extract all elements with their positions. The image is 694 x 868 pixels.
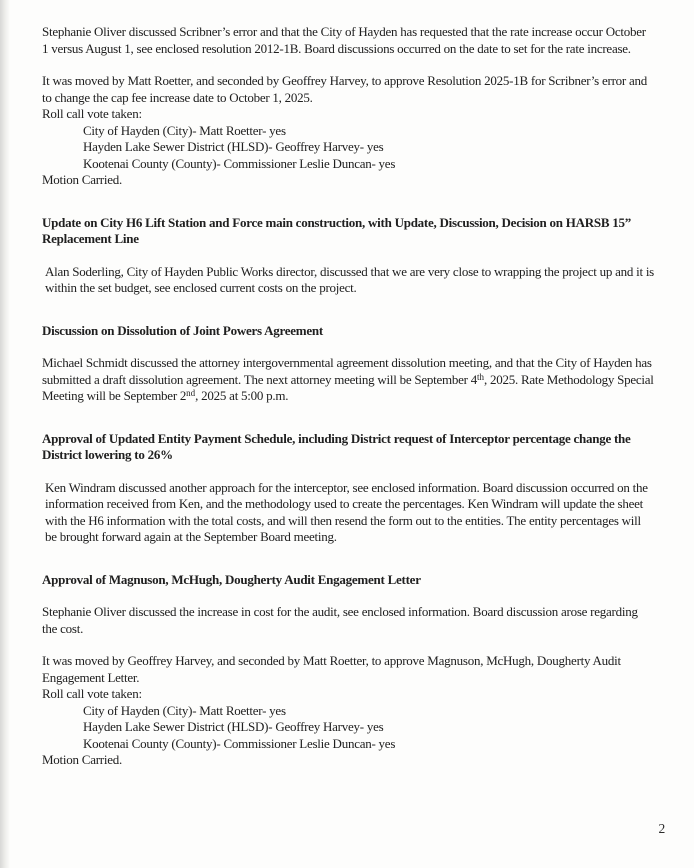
motion-intro: It was moved by Matt Roetter, and seconded by Geoffrey Harvey, to approve Resolution 2025-1B for Scribner’s error and to change the cap fee increase date to October 1, 2025. xyxy=(42,73,648,105)
paragraph-dissolution-run: , 2025 at 5:00 p.m. xyxy=(195,388,289,403)
scan-edge-shadow xyxy=(0,0,10,868)
vote-line-county: Kootenai County (County)- Commissioner Leslie Duncan- yes xyxy=(83,155,396,171)
intro-paragraph: Stephanie Oliver discussed Scribner’s error and that the City of Hayden has requested that the rate increase occur October 1 versus August 1, see enclosed resolution 2012-1B. Board discussions occurred on the date to set for the rate increase. xyxy=(42,24,646,56)
paragraph-dissolution xyxy=(42,355,654,405)
vote-line-city: City of Hayden (City)- Matt Roetter- yes xyxy=(83,122,286,138)
roll-call-label: Roll call vote taken: xyxy=(42,106,142,121)
paragraph-lift-station: Alan Soderling, City of Hayden Public Works director, discussed that we are very close to wrapping the project up and it is within the set budget, see enclosed current costs on the project. xyxy=(45,263,654,295)
motion-audit-block xyxy=(42,653,654,769)
section-heading-audit-letter: Approval of Magnuson, McHugh, Dougherty Audit Engagement Letter xyxy=(42,571,421,587)
vote-line-hlsd: Hayden Lake Sewer District (HLSD)- Geoffrey Harvey- yes xyxy=(83,719,384,734)
motion-intro: It was moved by Geoffrey Harvey, and seconded by Matt Roetter, to approve Magnuson, McHugh, Dougherty Audit Engagement Letter. xyxy=(42,653,621,685)
section-heading-payment-schedule: Approval of Updated Entity Payment Schedule, including District request of Interceptor percentage change the District lowering to 26% xyxy=(42,430,631,462)
paragraph-payment-schedule: Ken Windram discussed another approach for the interceptor, see enclosed information. Board discussion occurred on the information received from Ken, and the methodology used to create the percentages. Ken Windram will update the sheet with the H6 information with the total costs, and will then resend the form out to the entities. The entity percentages will be brought forward again at the September Board meeting. xyxy=(45,479,648,544)
page-number: 2 xyxy=(658,820,665,836)
section-heading-dissolution: Discussion on Dissolution of Joint Powers Agreement xyxy=(42,322,323,338)
vote-line-hlsd: Hayden Lake Sewer District (HLSD)- Geoffrey Harvey- yes xyxy=(83,139,384,154)
paragraph-audit-letter: Stephanie Oliver discussed the increase in cost for the audit, see enclosed information. Board discussion arose regarding the cost. xyxy=(42,604,638,636)
ordinal-superscript: nd xyxy=(186,388,196,398)
paragraph-dissolution-run: Michael Schmidt discussed the attorney intergovernmental agreement dissolution meeting, and that the City of Hayden has submitted a draft dissolution agreement. The next attorney meeting will be September 4 xyxy=(42,355,652,387)
motion-resolution-block xyxy=(42,73,654,189)
section-heading-lift-station: Update on City H6 Lift Station and Force main construction, with Update, Discussion, Decision on HARSB 15” Replacement Line xyxy=(42,214,632,246)
paragraph-dissolution-run: , 2025. Rate Methodology Special Meeting will be September 2 xyxy=(42,371,654,403)
vote-line-city: City of Hayden (City)- Matt Roetter- yes xyxy=(83,702,286,718)
document-content xyxy=(42,24,654,769)
ordinal-superscript: th xyxy=(476,371,484,382)
roll-call-label: Roll call vote taken: xyxy=(42,686,142,701)
vote-line-county: Kootenai County (County)- Commissioner Leslie Duncan- yes xyxy=(83,735,396,751)
motion-result: Motion Carried. xyxy=(42,172,123,187)
motion-result: Motion Carried. xyxy=(42,752,123,767)
